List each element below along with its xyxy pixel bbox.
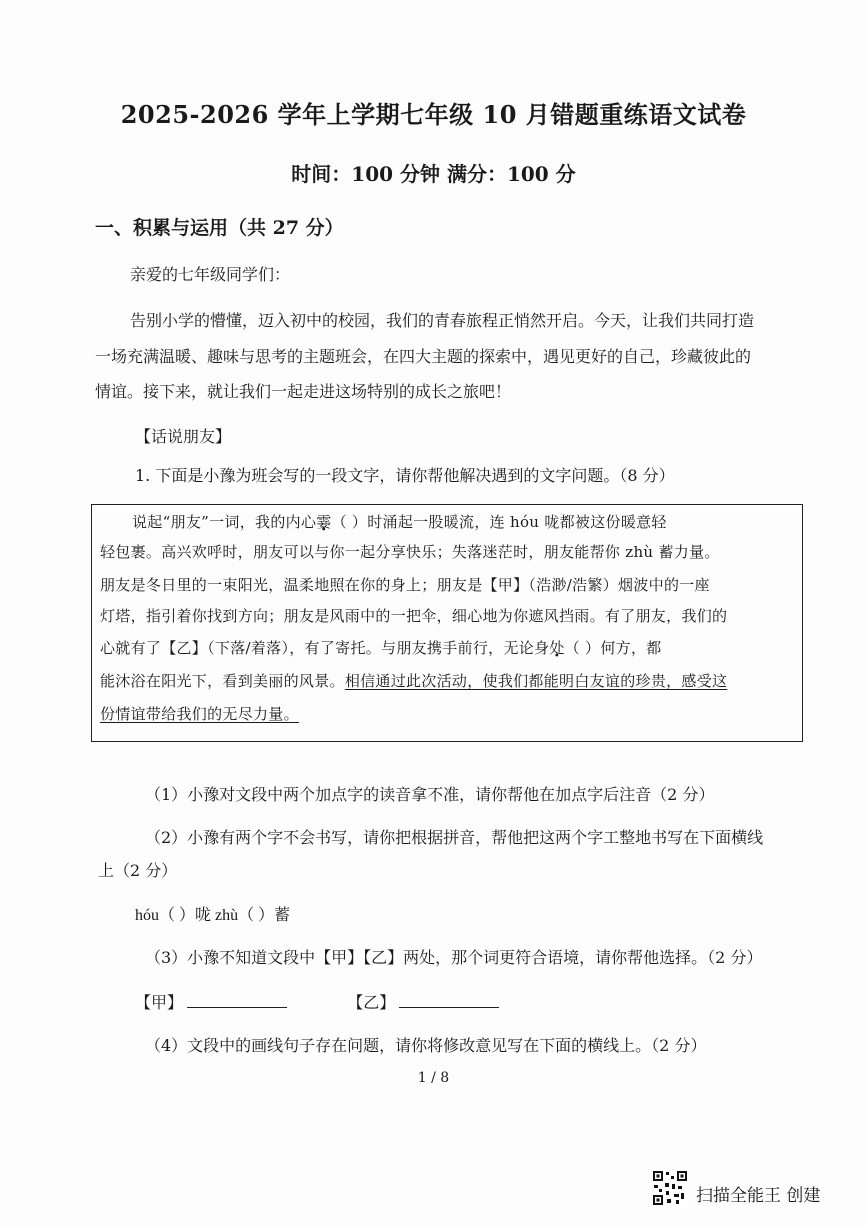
sub-question-2: （2）小豫有两个字不会书写，请你把根据拼音，帮他把这两个字工整地书写在下面横线 — [145, 828, 764, 847]
passage-line-3: 朋友是冬日里的一束阳光，温柔地照在你的身上；朋友是【甲】（浩渺/浩繁）烟波中的一座 — [100, 576, 710, 594]
pinyin-blanks: hóu（ ）咙 zhù（ ）蓄 — [135, 907, 291, 924]
dotted-char: 霎 — [316, 513, 332, 531]
underlined-sentence: 相信通过此次活动，使我们都能明白友谊的珍贵，感受这 — [344, 672, 728, 690]
answer-line-yi[interactable] — [399, 993, 499, 1008]
sub-question-1: （1）小豫对文段中两个加点字的读音拿不准，请你帮他在加点字后注音（2 分） — [145, 785, 715, 804]
passage-line-5: 心就有了【乙】（下落/着落），有了寄托。与朋友携手前行，无论身处（ ）何方，都 — [100, 639, 662, 657]
qr-code-icon — [652, 1170, 688, 1206]
exam-title: 2025-2026 学年上学期七年级 10 月错题重练语文试卷 — [120, 100, 747, 129]
passage-line-4: 灯塔，指引着你找到方向；朋友是风雨中的一把伞，细心地为你遮风挡雨。有了朋友，我们的 — [100, 607, 728, 625]
question-1: 1. 下面是小豫为班会写的一段文字，请你帮他解决遇到的文字问题。（8 分） — [135, 466, 675, 485]
topic-heading: 【话说朋友】 — [135, 427, 232, 446]
intro-line-3: 情谊。接下来，就让我们一起走进这场特别的成长之旅吧！ — [95, 382, 512, 401]
greeting: 亲爱的七年级同学们： — [130, 265, 291, 284]
passage-line-6: 能沐浴在阳光下，看到美丽的风景。相信通过此次活动，使我们都能明白友谊的珍贵，感受这 — [100, 672, 728, 690]
answer-blanks: 【甲】 【乙】 — [135, 990, 499, 1013]
scanner-brand-label: 扫描全能王 创建 — [696, 1186, 821, 1206]
passage-line-7 — [100, 703, 812, 724]
section-heading: 一、积累与运用（共 27 分） — [95, 217, 344, 239]
passage-line-1: 说起“朋友”一词，我的内心霎（ ）时涌起一股暖流，连 hóu 咙都被这份暖意轻 — [132, 513, 667, 531]
sub-question-4: （4）文段中的画线句子存在问题，请你将修改意见写在下面的横线上。（2 分） — [145, 1036, 707, 1055]
sub-question-3: （3）小豫不知道文段中【甲】【乙】两处，那个词更符合语境，请你帮他选择。（2 分） — [145, 948, 763, 967]
page-number: 1 / 8 — [417, 1070, 450, 1086]
passage-line-2: 轻包裹。高兴欢呼时，朋友可以与你一起分享快乐；失落迷茫时，朋友能帮你 zhù 蓄力量。 — [100, 543, 720, 561]
intro-line-1: 告别小学的懵懂，迈入初中的校园，我们的青春旅程正悄然开启。今天，让我们共同打造 — [130, 311, 755, 330]
sub-question-2-cont: 上（2 分） — [98, 861, 178, 880]
intro-line-2: 一场充满温暖、趣味与思考的主题班会，在四大主题的探索中，遇见更好的自己，珍藏彼此的 — [95, 347, 752, 366]
underlined-sentence: 份情谊带给我们的无尽力量。 — [100, 705, 299, 723]
dotted-char: 处 — [549, 639, 565, 657]
exam-subtitle: 时间：100 分钟 满分：100 分 — [291, 162, 576, 186]
answer-line-jia[interactable] — [187, 993, 287, 1008]
